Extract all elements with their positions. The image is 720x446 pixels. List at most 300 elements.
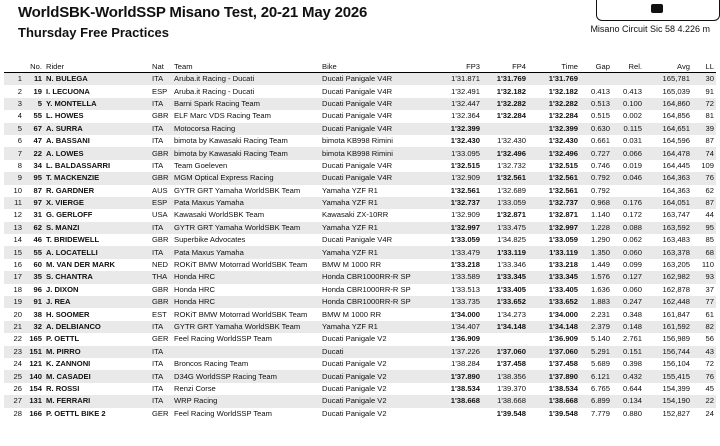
- fp4-cell: 1'34.825: [497, 235, 526, 245]
- rel-cell: 0.880: [622, 408, 642, 418]
- time-cell: 1'37.060: [548, 346, 578, 356]
- number-cell: 121: [29, 359, 42, 369]
- rider-cell: H. SOOMER: [46, 309, 90, 319]
- position-cell: 21: [13, 322, 22, 331]
- team-cell: GYTR GRT Yamaha WorldSBK Team: [174, 322, 301, 331]
- fp4-cell: 1'39.548: [496, 408, 526, 418]
- bike-cell: Ducati Panigale V2: [322, 359, 387, 369]
- time-cell: 1'32.871: [548, 210, 578, 220]
- laps-cell: 37: [705, 284, 714, 294]
- team-cell: Honda HRC: [174, 297, 215, 307]
- rider-cell: A. BASSANI: [46, 136, 90, 146]
- rider-cell: Y. MONTELLA: [46, 98, 97, 108]
- avg-cell: 163,378: [662, 247, 690, 257]
- team-cell: Motocorsa Racing: [174, 123, 236, 133]
- bike-cell: Yamaha YZF R1: [322, 322, 378, 331]
- number-cell: 55: [33, 247, 42, 257]
- rel-cell: 0.115: [623, 123, 642, 133]
- col-avg-header: Avg: [644, 61, 692, 73]
- bike-cell: bimota KB998 Rimini: [322, 148, 393, 158]
- fp3-cell: 1'32.909: [451, 210, 480, 220]
- number-cell: 87: [33, 185, 42, 195]
- avg-cell: 162,878: [662, 284, 690, 294]
- nat-cell: ESP: [152, 198, 168, 208]
- bike-cell: Ducati Panigale V2: [322, 396, 387, 406]
- time-cell: 1'33.652: [548, 297, 578, 307]
- rider-cell: A. DELBIANCO: [46, 322, 101, 331]
- bike-cell: Honda CBR1000RR-R SP: [322, 297, 411, 307]
- team-cell: GYTR GRT Yamaha WorldSBK Team: [174, 222, 301, 232]
- avg-cell: 161,847: [662, 309, 690, 319]
- table-row: [4, 395, 716, 407]
- circuit-info: Misano Circuit Sic 58 4.226 m: [590, 24, 710, 34]
- table-row: [4, 383, 716, 395]
- gap-cell: 1.576: [590, 272, 610, 282]
- gap-cell: 5.291: [590, 346, 610, 356]
- fp4-cell: 1'32.496: [496, 148, 526, 158]
- number-cell: 140: [29, 371, 42, 381]
- gap-cell: 2.379: [590, 322, 610, 331]
- table-row: [4, 333, 716, 345]
- rel-cell: 0.176: [622, 198, 642, 208]
- table-row: [4, 271, 716, 283]
- avg-cell: 164,363: [662, 185, 690, 195]
- col-team-header: Team: [172, 61, 320, 73]
- time-cell: 1'32.496: [548, 148, 578, 158]
- team-cell: Aruba.it Racing - Ducati: [174, 86, 255, 96]
- bike-cell: Honda CBR1000RR-R SP: [322, 272, 411, 282]
- time-cell: 1'33.119: [549, 247, 578, 257]
- time-cell: 1'33.059: [548, 235, 578, 245]
- table-row: [4, 147, 716, 159]
- bike-cell: Ducati Panigale V4R: [322, 235, 393, 245]
- gap-cell: 0.630: [590, 123, 610, 133]
- number-cell: 19: [33, 86, 42, 96]
- fp3-cell: 1'37.226: [451, 346, 480, 356]
- bike-cell: Honda CBR1000RR-R SP: [322, 284, 411, 294]
- fp4-cell: 1'33.059: [497, 198, 526, 208]
- position-cell: 27: [13, 396, 22, 406]
- avg-cell: 154,399: [662, 383, 690, 393]
- number-cell: 5: [37, 98, 42, 108]
- gap-cell: 5.140: [590, 334, 610, 344]
- laps-cell: 45: [705, 383, 714, 393]
- bike-cell: BMW M 1000 RR: [322, 260, 382, 270]
- bike-cell: Yamaha YZF R1: [322, 222, 378, 232]
- fp4-cell: 1'33.475: [497, 222, 526, 232]
- position-cell: 26: [13, 383, 22, 393]
- col-pos-header: [4, 61, 24, 73]
- gap-cell: 0.727: [590, 148, 610, 158]
- number-cell: 11: [33, 74, 42, 84]
- number-cell: 22: [33, 148, 42, 158]
- avg-cell: 156,104: [662, 359, 690, 369]
- logo-mark: [651, 4, 663, 13]
- col-time-header: Time: [528, 61, 580, 73]
- rel-cell: 0.060: [622, 247, 642, 257]
- results-body: [4, 73, 716, 420]
- position-cell: 28: [13, 408, 22, 418]
- gap-cell: 1.449: [590, 260, 610, 270]
- gap-cell: 1.228: [590, 222, 610, 232]
- position-cell: 9: [17, 173, 22, 183]
- position-cell: 13: [13, 222, 22, 232]
- avg-cell: 164,651: [662, 123, 690, 133]
- number-cell: 62: [33, 222, 42, 232]
- gap-cell: 7.779: [590, 408, 610, 418]
- bike-cell: Ducati Panigale V2: [322, 334, 387, 344]
- laps-cell: 72: [705, 359, 714, 369]
- position-cell: 11: [14, 198, 22, 208]
- time-cell: 1'33.218: [548, 260, 578, 270]
- laps-cell: 62: [705, 185, 714, 195]
- table-row: [4, 234, 716, 246]
- rider-cell: M. FERRARI: [46, 396, 91, 406]
- time-cell: 1'32.399: [548, 123, 578, 133]
- table-row: [4, 284, 716, 296]
- col-ll-header: LL: [692, 61, 716, 73]
- gap-cell: 6.899: [590, 396, 610, 406]
- fp4-cell: 1'32.561: [496, 173, 526, 183]
- nat-cell: ITA: [152, 346, 164, 356]
- fp3-cell: 1'38.668: [450, 396, 480, 406]
- avg-cell: 164,051: [662, 198, 690, 208]
- number-cell: 32: [33, 322, 42, 331]
- time-cell: 1'32.561: [548, 185, 578, 195]
- team-cell: Honda HRC: [174, 284, 215, 294]
- fp3-cell: 1'37.890: [450, 371, 480, 381]
- fp3-cell: 1'33.513: [451, 284, 480, 294]
- rel-cell: 0.644: [622, 383, 642, 393]
- laps-cell: 87: [705, 198, 714, 208]
- rider-cell: N. BULEGA: [46, 74, 88, 84]
- bike-cell: Ducati Panigale V2: [322, 408, 387, 418]
- rider-cell: R. ROSSI: [46, 383, 80, 393]
- fp3-cell: [438, 408, 482, 420]
- laps-cell: 81: [705, 111, 714, 121]
- fp3-cell: 1'32.909: [451, 173, 480, 183]
- rel-cell: 0.413: [622, 86, 642, 96]
- rel-cell: 0.100: [622, 98, 642, 108]
- nat-cell: ITA: [152, 123, 164, 133]
- avg-cell: 164,860: [662, 98, 690, 108]
- fp4-cell: 1'32.871: [496, 210, 526, 220]
- table-row: [4, 209, 716, 221]
- rider-cell: M. CASADEI: [46, 371, 91, 381]
- time-cell: 1'33.405: [548, 284, 578, 294]
- rel-cell: 0.134: [622, 396, 642, 406]
- laps-cell: 44: [705, 210, 714, 220]
- nat-cell: THA: [152, 272, 168, 282]
- rel-cell: 0.348: [622, 309, 642, 319]
- rider-cell: M. VAN DER MARK: [46, 260, 116, 270]
- col-gap-header: Gap: [580, 61, 612, 73]
- rider-cell: T. MACKENZIE: [46, 173, 100, 183]
- col-fp4-header: FP4: [482, 61, 528, 73]
- gap-cell: 1.290: [590, 235, 610, 245]
- position-cell: 7: [17, 148, 22, 158]
- nat-cell: ITA: [152, 359, 164, 369]
- avg-cell: 163,205: [662, 260, 690, 270]
- number-cell: 67: [33, 123, 42, 133]
- rider-cell: T. BRIDEWELL: [46, 235, 100, 245]
- laps-cell: 93: [705, 272, 714, 282]
- table-row: [4, 370, 716, 382]
- fp3-cell: 1'32.430: [450, 136, 480, 146]
- time-cell: 1'32.515: [548, 160, 578, 170]
- col-rel-header: Rel.: [612, 61, 644, 73]
- laps-cell: 85: [705, 235, 714, 245]
- rel-cell: 0.151: [622, 346, 642, 356]
- fp3-cell: 1'33.059: [450, 235, 480, 245]
- table-header-row: [4, 61, 716, 73]
- rider-cell: A. SURRA: [46, 123, 83, 133]
- fp3-cell: 1'33.218: [450, 260, 480, 270]
- laps-cell: 87: [705, 136, 714, 146]
- fp4-cell: 1'32.430: [497, 136, 526, 146]
- fp3-cell: 1'32.515: [450, 160, 480, 170]
- bike-cell: Ducati Panigale V2: [322, 371, 387, 381]
- team-cell: ROKiT BMW Motorrad WorldSBK Team: [174, 260, 308, 270]
- gap-cell: 1.883: [590, 297, 610, 307]
- bike-cell: Ducati Panigale V4R: [322, 173, 393, 183]
- team-cell: Team Goeleven: [174, 160, 228, 170]
- fp3-cell: 1'32.561: [450, 185, 480, 195]
- avg-cell: 163,747: [662, 210, 690, 220]
- rel-cell: 0.172: [622, 210, 642, 220]
- bike-cell: Ducati Panigale V4R: [322, 74, 393, 84]
- fp4-cell: 1'34.273: [497, 309, 526, 319]
- header: [18, 0, 367, 41]
- laps-cell: 91: [705, 86, 714, 96]
- fp4-cell: 1'33.119: [497, 247, 526, 257]
- fp4-cell: 1'38.356: [497, 371, 526, 381]
- gap-cell: 0.968: [590, 198, 610, 208]
- bike-cell: Ducati Panigale V4R: [322, 160, 393, 170]
- gap-cell: 0.792: [590, 185, 610, 195]
- rel-cell: [612, 73, 644, 86]
- time-cell: 1'32.997: [548, 222, 578, 232]
- nat-cell: GBR: [152, 173, 169, 183]
- team-cell: D34G WorldSSP Racing Team: [174, 371, 277, 381]
- fp3-cell: 1'33.095: [451, 148, 480, 158]
- table-row: [4, 98, 716, 110]
- rel-cell: [612, 185, 644, 197]
- fp3-cell: 1'31.871: [451, 74, 480, 84]
- time-cell: 1'32.284: [548, 111, 578, 121]
- position-cell: 17: [13, 272, 22, 282]
- nat-cell: AUS: [152, 185, 168, 195]
- gap-cell: 0.513: [590, 98, 610, 108]
- page-subtitle: Thursday Free Practices: [18, 25, 170, 40]
- laps-cell: 61: [705, 309, 714, 319]
- table-row: [4, 408, 716, 420]
- fp3-cell: 1'32.737: [450, 198, 480, 208]
- rel-cell: 0.062: [622, 235, 642, 245]
- rider-cell: G. GERLOFF: [46, 210, 93, 220]
- gap-cell: 0.792: [590, 173, 610, 183]
- bike-cell: Yamaha YZF R1: [322, 247, 378, 257]
- team-cell: ELF Marc VDS Racing Team: [174, 111, 271, 121]
- nat-cell: ITA: [152, 371, 164, 381]
- position-cell: 22: [13, 334, 22, 344]
- position-cell: 14: [13, 235, 22, 245]
- time-cell: 1'32.737: [548, 198, 578, 208]
- col-nat-header: Nat: [150, 61, 172, 73]
- fp3-cell: 1'32.997: [450, 222, 480, 232]
- rel-cell: 2.761: [622, 334, 642, 344]
- table-row: [4, 308, 716, 320]
- results-table: [4, 61, 716, 420]
- table-row: [4, 346, 716, 358]
- fp3-cell: 1'34.407: [451, 322, 480, 331]
- avg-cell: 164,445: [662, 160, 690, 170]
- col-bike-header: Bike: [320, 61, 438, 73]
- time-cell: 1'36.909: [548, 334, 578, 344]
- rider-cell: S. MANZI: [46, 222, 80, 232]
- gap-cell: 1.350: [590, 247, 610, 257]
- team-cell: [172, 346, 320, 358]
- table-row: [4, 246, 716, 258]
- gap-cell: 0.515: [590, 111, 610, 121]
- number-cell: 131: [29, 396, 42, 406]
- time-cell: 1'39.548: [548, 408, 578, 418]
- avg-cell: 163,592: [662, 222, 690, 232]
- team-cell: Pata Maxus Yamaha: [174, 198, 244, 208]
- bike-cell: BMW M 1000 RR: [322, 309, 382, 319]
- team-cell: Superbike Advocates: [174, 235, 246, 245]
- fp4-cell: 1'33.652: [496, 297, 526, 307]
- table-row: [4, 85, 716, 97]
- fp3-cell: 1'34.000: [450, 309, 480, 319]
- team-cell: ROKiT BMW Motorrad WorldSBK Team: [174, 309, 308, 319]
- nat-cell: ITA: [152, 383, 164, 393]
- nat-cell: NED: [152, 260, 169, 270]
- gap-cell: [580, 73, 612, 86]
- team-cell: GYTR GRT Yamaha WorldSBK Team: [174, 185, 301, 195]
- bike-cell: Ducati Panigale V4R: [322, 111, 393, 121]
- number-cell: 38: [33, 309, 42, 319]
- gap-cell: 6.765: [590, 383, 610, 393]
- team-cell: Feel Racing WorldSSP Team: [174, 408, 272, 418]
- position-cell: 4: [17, 111, 22, 121]
- avg-cell: 156,989: [662, 334, 690, 344]
- col-fp3-header: FP3: [438, 61, 482, 73]
- number-cell: 95: [33, 173, 42, 183]
- laps-cell: 68: [705, 247, 714, 257]
- rider-cell: L. BALDASSARRI: [46, 160, 111, 170]
- time-cell: 1'32.182: [548, 86, 578, 96]
- rel-cell: 0.398: [622, 359, 642, 369]
- bike-cell: Ducati Panigale V4R: [322, 86, 393, 96]
- time-cell: 1'37.890: [548, 371, 578, 381]
- laps-cell: 95: [705, 222, 714, 232]
- avg-cell: 161,592: [662, 322, 690, 331]
- rel-cell: 0.066: [622, 148, 642, 158]
- laps-cell: 74: [705, 148, 714, 158]
- number-cell: 35: [33, 272, 42, 282]
- number-cell: 47: [33, 136, 42, 146]
- nat-cell: ESP: [152, 86, 168, 96]
- laps-cell: 110: [701, 260, 714, 270]
- avg-cell: 164,856: [662, 111, 690, 121]
- table-row: [4, 321, 716, 333]
- table-row: [4, 259, 716, 271]
- nat-cell: ITA: [152, 98, 164, 108]
- avg-cell: 164,478: [662, 148, 690, 158]
- table-row: [4, 222, 716, 234]
- gap-cell: 2.231: [590, 309, 610, 319]
- time-cell: 1'33.345: [548, 272, 578, 282]
- nat-cell: ITA: [152, 322, 164, 331]
- fp3-cell: 1'32.491: [451, 86, 480, 96]
- rel-cell: 0.060: [622, 284, 642, 294]
- fp4-cell: 1'37.060: [496, 346, 526, 356]
- laps-cell: 76: [705, 173, 714, 183]
- time-cell: 1'38.668: [548, 396, 578, 406]
- rider-cell: K. ZANNONI: [46, 359, 91, 369]
- rel-cell: 0.099: [622, 260, 642, 270]
- number-cell: 31: [33, 210, 42, 220]
- position-cell: 24: [13, 359, 22, 369]
- team-cell: bimota by Kawasaki Racing Team: [174, 136, 288, 146]
- bike-cell: Yamaha YZF R1: [322, 185, 378, 195]
- time-cell: 1'32.561: [548, 173, 578, 183]
- number-cell: 60: [33, 260, 42, 270]
- position-cell: 15: [13, 247, 22, 257]
- series-logo: [596, 0, 720, 21]
- table-row: [4, 296, 716, 308]
- laps-cell: 22: [705, 396, 714, 406]
- nat-cell: ITA: [152, 396, 164, 406]
- time-cell: 1'34.148: [548, 322, 578, 331]
- fp4-cell: 1'33.346: [497, 260, 526, 270]
- fp3-cell: 1'38.534: [450, 383, 480, 393]
- position-cell: 25: [13, 371, 22, 381]
- number-cell: 165: [29, 334, 42, 344]
- team-cell: Renzi Corse: [174, 383, 216, 393]
- avg-cell: 165,781: [662, 74, 690, 84]
- rider-cell: A. LOCATELLI: [46, 247, 98, 257]
- rider-cell: S. CHANTRA: [46, 272, 93, 282]
- position-cell: 5: [17, 123, 22, 133]
- fp4-cell: 1'37.458: [496, 359, 526, 369]
- fp4-cell: 1'32.689: [497, 185, 526, 195]
- fp3-cell: 1'32.364: [451, 111, 480, 121]
- nat-cell: GBR: [152, 284, 169, 294]
- fp4-cell: 1'32.732: [497, 160, 526, 170]
- fp3-cell: 1'33.735: [451, 297, 480, 307]
- laps-cell: 82: [705, 322, 714, 331]
- team-cell: Broncos Racing Team: [174, 359, 249, 369]
- position-cell: 23: [13, 346, 22, 356]
- avg-cell: 152,827: [662, 408, 690, 418]
- avg-cell: 164,363: [662, 173, 690, 183]
- rel-cell: 0.127: [622, 272, 642, 282]
- position-cell: 12: [13, 210, 22, 220]
- team-cell: MGM Optical Express Racing: [174, 173, 274, 183]
- fp4-cell: 1'34.148: [496, 322, 526, 331]
- table-row: [4, 73, 716, 86]
- nat-cell: GBR: [152, 148, 169, 158]
- rel-cell: 0.002: [622, 111, 642, 121]
- fp4-cell: 1'32.182: [496, 86, 526, 96]
- rider-cell: M. PIRRO: [46, 346, 81, 356]
- avg-cell: 162,982: [662, 272, 690, 282]
- rider-cell: P. OETTL BIKE 2: [46, 408, 106, 418]
- nat-cell: ITA: [152, 160, 164, 170]
- team-cell: Feel Racing WorldSSP Team: [174, 334, 272, 344]
